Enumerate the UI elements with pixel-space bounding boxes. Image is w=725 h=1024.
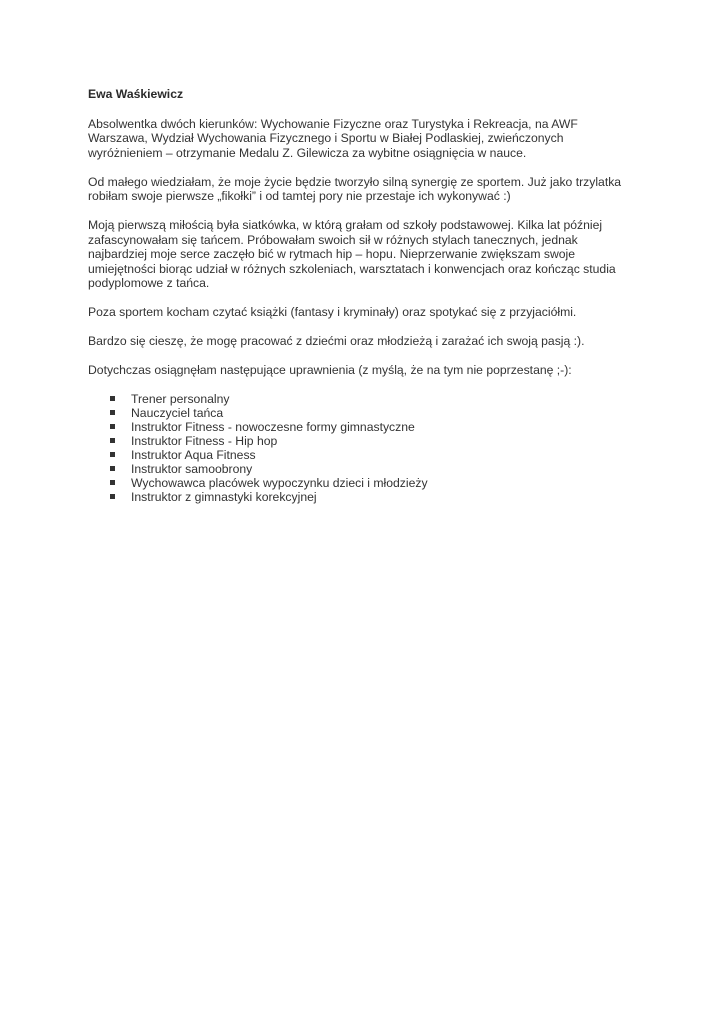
paragraph-line: najbardziej moje serce zaczęło bić w rytmach hip – hopu. Nieprzerwanie zwiększam swoje bbox=[88, 247, 576, 261]
list-item-label: Instruktor Aqua Fitness bbox=[131, 448, 256, 462]
square-bullet-icon bbox=[110, 480, 115, 485]
list-item-label: Instruktor Fitness - nowoczesne formy gimnastyczne bbox=[131, 420, 415, 434]
paragraph-work bbox=[88, 334, 648, 349]
list-item bbox=[88, 406, 648, 420]
paragraph-line: Poza sportem kocham czytać książki (fantasy i kryminały) oraz spotykać się z przyjaciółmi. bbox=[88, 305, 577, 319]
document-title: Ewa Waśkiewicz bbox=[88, 87, 184, 101]
paragraph-line: podyplomowe z tańca. bbox=[88, 276, 210, 290]
paragraph-line: Moją pierwszą miłością była siatkówka, w którą grałam od szkoły podstawowej. Kilka lat później bbox=[88, 218, 603, 232]
paragraph-line: wyróżnieniem – otrzymanie Medalu Z. Gilewicza za wybitne osiągnięcia w nauce. bbox=[88, 145, 527, 160]
list-item bbox=[88, 490, 648, 504]
paragraph-passion bbox=[88, 218, 648, 291]
qualifications-list bbox=[88, 392, 648, 504]
square-bullet-icon bbox=[110, 438, 115, 443]
list-item bbox=[88, 420, 648, 434]
square-bullet-icon bbox=[110, 466, 115, 471]
square-bullet-icon bbox=[110, 424, 115, 429]
list-item bbox=[88, 434, 648, 448]
list-item-label: Instruktor samoobrony bbox=[131, 462, 253, 476]
square-bullet-icon bbox=[110, 396, 115, 401]
square-bullet-icon bbox=[110, 410, 115, 415]
list-item bbox=[88, 476, 648, 490]
list-item bbox=[88, 392, 648, 406]
list-item-label: Trener personalny bbox=[131, 392, 230, 406]
paragraph-line: Od małego wiedziałam, że moje życie będzie tworzyło silną synergię ze sportem. Już jako trzylatka bbox=[88, 174, 622, 189]
paragraph-line: zafascynowałam się tańcem. Próbowałam swoich sił w różnych stylach tanecznych, jednak bbox=[88, 232, 578, 247]
paragraph-qualifications-intro bbox=[88, 363, 648, 378]
square-bullet-icon bbox=[110, 452, 115, 457]
paragraph-line: robiłam swoje pierwsze „fikołki” i od tamtej pory nie przestaje ich wykonywać :) bbox=[88, 189, 511, 203]
paragraph-education bbox=[88, 117, 648, 161]
list-item bbox=[88, 448, 648, 462]
paragraph-line: umiejętności biorąc udział w różnych szkoleniach, warsztatach i konwencjach oraz kończąc studia bbox=[88, 261, 616, 276]
paragraph-line: Dotychczas osiągnęłam następujące uprawnienia (z myślą, że na tym nie poprzestanę ;-): bbox=[88, 363, 572, 377]
list-item-label: Nauczyciel tańca bbox=[131, 406, 224, 420]
paragraph-hobbies bbox=[88, 305, 648, 320]
square-bullet-icon bbox=[110, 494, 115, 499]
paragraph-childhood bbox=[88, 175, 648, 204]
list-item bbox=[88, 462, 648, 476]
paragraph-line: Bardzo się cieszę, że mogę pracować z dziećmi oraz młodzieżą i zarażać ich swoją pasją :). bbox=[88, 334, 585, 348]
paragraph-line: Warszawa, Wydział Wychowania Fizycznego i Sportu w Białej Podlaskiej, zwieńczonych bbox=[88, 131, 564, 145]
list-item-label: Instruktor Fitness - Hip hop bbox=[131, 434, 278, 448]
paragraph-line: Absolwentka dwóch kierunków: Wychowanie Fizyczne oraz Turystyka i Rekreacja, na AWF bbox=[88, 116, 578, 131]
document-page bbox=[88, 87, 648, 504]
list-item-label: Instruktor z gimnastyki korekcyjnej bbox=[131, 490, 317, 504]
list-item-label: Wychowawca placówek wypoczynku dzieci i młodzieży bbox=[131, 476, 428, 490]
